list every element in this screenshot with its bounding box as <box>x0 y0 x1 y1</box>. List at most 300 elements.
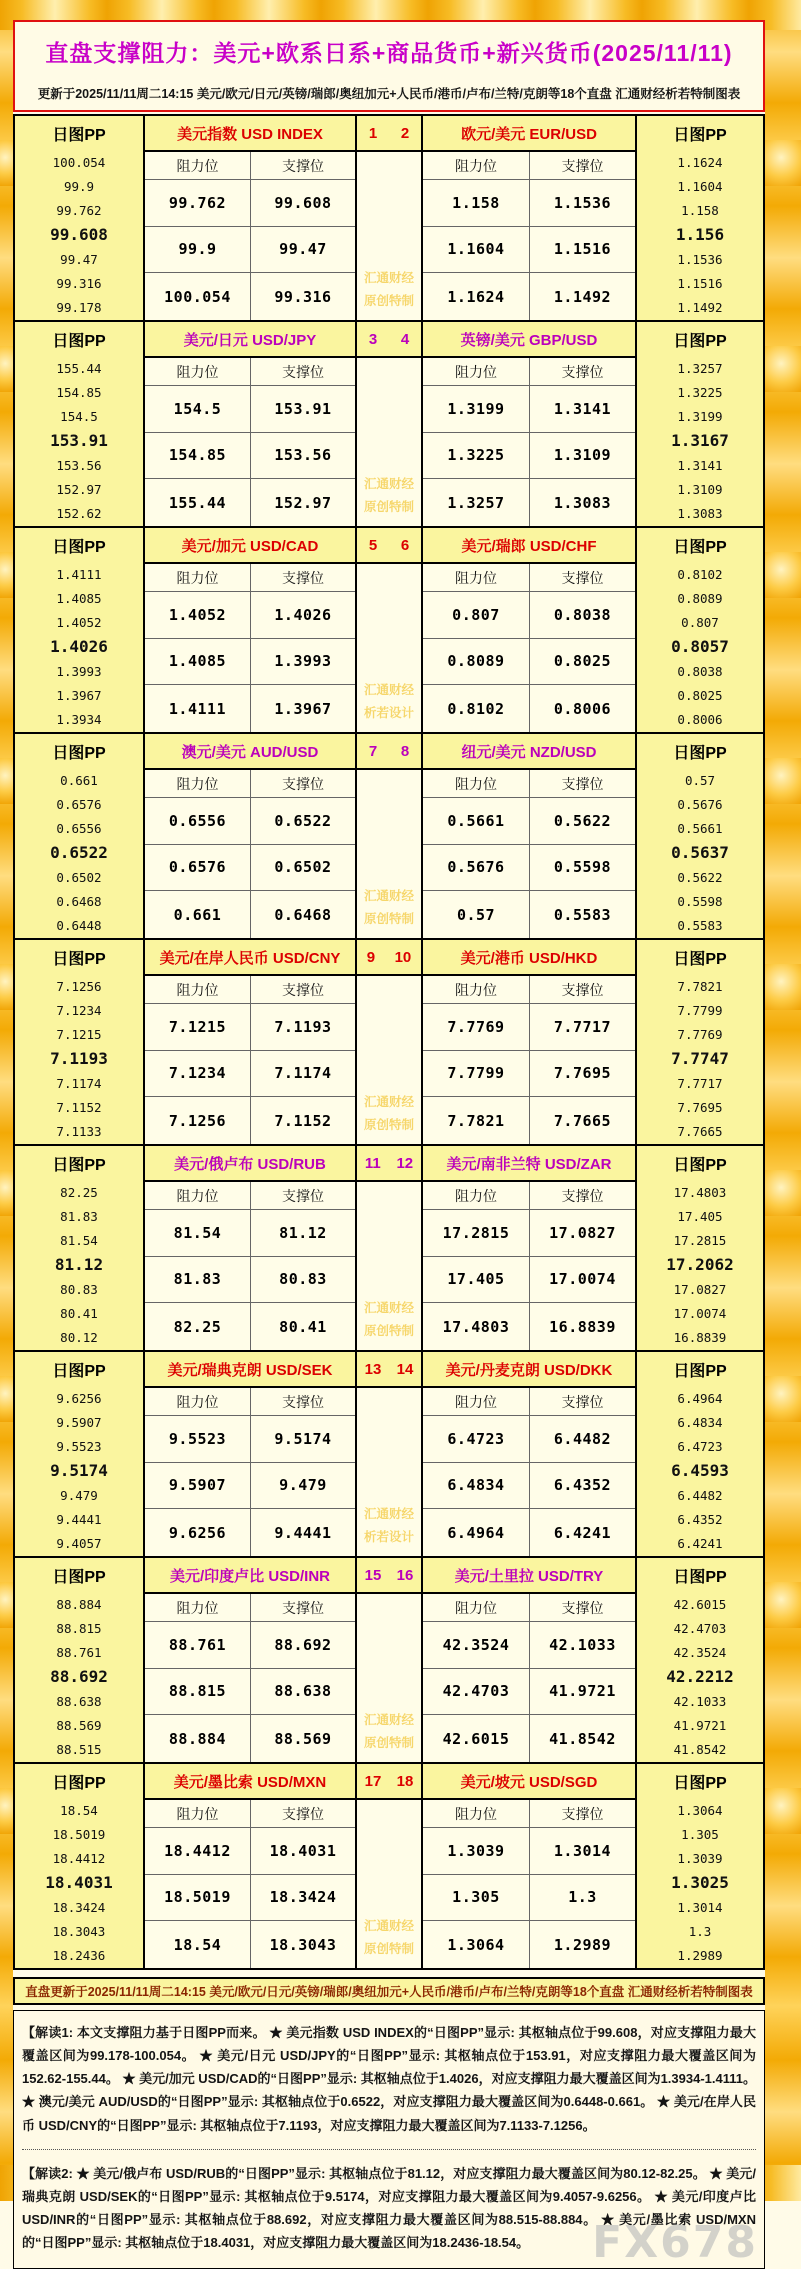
page-title: 直盘支撑阻力：美元+欧系日系+商品货币+新兴货币(2025/11/11) <box>45 40 733 66</box>
pp-value: 0.8025 <box>677 688 723 704</box>
resistance-value: 0.6576 <box>145 845 250 892</box>
pp-value: 1.1492 <box>677 300 723 316</box>
brand-watermark-line1: 汇通财经 <box>363 682 414 697</box>
pp-pivot-value: 1.3025 <box>671 1873 729 1893</box>
pp-value: 99.316 <box>56 276 102 292</box>
brand-watermark-line1: 汇通财经 <box>363 1094 414 1109</box>
pair-title: 美元/南非兰特 USD/ZAR <box>423 1146 635 1182</box>
pp-column-right <box>635 1558 763 1762</box>
pp-pivot-value: 0.5637 <box>671 843 729 863</box>
pair-numbers <box>357 1558 421 1594</box>
support-header: 支撑位 <box>529 1182 635 1210</box>
pp-header: 日图PP <box>673 1156 727 1174</box>
center-body <box>357 1800 421 1968</box>
resistance-value: 42.3524 <box>423 1622 529 1669</box>
resistance-support-grid <box>145 152 355 320</box>
resistance-value: 0.661 <box>173 905 222 924</box>
resistance-value: 1.4085 <box>145 639 250 686</box>
support-value: 42.1033 <box>529 1622 635 1669</box>
pair-numbers <box>357 940 421 976</box>
pp-value: 0.8006 <box>677 712 723 728</box>
pp-value: 1.3083 <box>677 506 723 522</box>
center-body <box>357 358 421 526</box>
support-value: 80.83 <box>250 1257 355 1304</box>
pp-value: 9.479 <box>60 1487 98 1503</box>
support-header: 支撑位 <box>250 1800 355 1828</box>
brand-watermark-line1: 汇通财经 <box>363 476 414 491</box>
pp-value: 152.97 <box>56 482 102 498</box>
pp-value: 9.6256 <box>56 1390 102 1406</box>
pp-value: 41.8542 <box>673 1742 727 1758</box>
resistance-value: 99.9 <box>145 227 250 274</box>
pp-header: 日图PP <box>673 538 727 556</box>
pp-column-left <box>15 1764 145 1968</box>
pp-header: 日图PP <box>52 126 106 144</box>
pair-number-left: 9 <box>366 948 376 966</box>
support-value: 1.3083 <box>529 479 635 526</box>
brand-watermark <box>357 679 421 727</box>
resistance-header: 阻力位 <box>423 1800 529 1828</box>
pp-value: 18.3043 <box>52 1924 106 1940</box>
pp-value: 0.6502 <box>56 869 102 885</box>
support-value: 0.8038 <box>529 592 635 639</box>
pp-value: 1.3199 <box>677 409 723 425</box>
pp-column-right <box>635 322 763 526</box>
pp-header: 日图PP <box>673 744 727 762</box>
resistance-value: 81.54 <box>145 1210 250 1257</box>
support-value: 6.4241 <box>529 1509 635 1556</box>
pp-pivot-value: 17.2062 <box>666 1255 734 1275</box>
header-box <box>13 20 765 112</box>
pair-number-left: 11 <box>364 1154 381 1172</box>
brand-watermark-line2: 原创特制 <box>363 500 414 515</box>
pp-value: 41.9721 <box>673 1718 727 1734</box>
pp-header: 日图PP <box>52 744 106 762</box>
pp-value: 0.807 <box>681 615 719 631</box>
support-header: 支撑位 <box>250 1182 355 1210</box>
pair-table-right <box>423 322 635 526</box>
pp-value: 0.6448 <box>56 918 102 934</box>
pp-header: 日图PP <box>52 1362 106 1380</box>
resistance-value: 17.4803 <box>442 1317 510 1336</box>
brand-watermark-line1: 汇通财经 <box>363 270 414 285</box>
resistance-support-grid <box>145 564 355 732</box>
support-value: 1.3 <box>529 1875 635 1922</box>
resistance-value: 9.5523 <box>145 1416 250 1463</box>
pp-value: 6.4482 <box>677 1487 723 1503</box>
resistance-value: 1.4052 <box>145 592 250 639</box>
pp-column-right <box>635 1146 763 1350</box>
fx678-watermark: FX678 <box>592 2217 758 2269</box>
support-value: 7.1152 <box>250 1097 355 1144</box>
pp-pivot-value: 1.3167 <box>671 431 729 451</box>
pp-value: 42.4703 <box>673 1620 727 1636</box>
support-header: 支撑位 <box>529 1594 635 1622</box>
center-body <box>357 1388 421 1556</box>
pair-numbers <box>357 1352 421 1388</box>
pp-value: 7.1174 <box>56 1075 102 1091</box>
pp-pivot-value: 153.91 <box>50 431 108 451</box>
support-value: 7.7695 <box>529 1051 635 1098</box>
center-column <box>355 322 423 526</box>
support-value: 18.3043 <box>250 1921 355 1968</box>
resistance-header: 阻力位 <box>423 976 529 1004</box>
pp-value: 99.9 <box>63 178 95 194</box>
pp-value: 1.305 <box>681 1826 719 1842</box>
pp-value: 18.54 <box>60 1802 98 1818</box>
pp-column-right <box>635 1352 763 1556</box>
resistance-value: 1.158 <box>423 180 529 227</box>
pair-number-left: 5 <box>368 536 378 554</box>
pp-value: 7.1215 <box>56 1027 102 1043</box>
support-value: 1.3967 <box>250 685 355 732</box>
resistance-value: 18.5019 <box>145 1875 250 1922</box>
pp-value: 1.3141 <box>677 457 723 473</box>
pair-table-left <box>145 940 355 1144</box>
support-value: 0.6502 <box>250 845 355 892</box>
resistance-value: 42.6015 <box>442 1729 510 1748</box>
pp-value: 42.3524 <box>673 1645 727 1661</box>
currency-block <box>13 526 765 734</box>
pp-value: 99.47 <box>60 251 98 267</box>
resistance-value: 155.44 <box>168 493 227 512</box>
pp-value: 7.1256 <box>56 978 102 994</box>
support-value: 0.5622 <box>529 798 635 845</box>
resistance-value: 1.4111 <box>168 699 227 718</box>
pp-column-left <box>15 1352 145 1556</box>
pair-number-left: 15 <box>364 1566 382 1584</box>
pp-value: 88.761 <box>56 1645 102 1661</box>
brand-watermark <box>357 1297 421 1345</box>
support-value: 17.0074 <box>529 1257 635 1304</box>
pp-value: 6.4964 <box>677 1390 723 1406</box>
support-value: 9.5174 <box>250 1416 355 1463</box>
resistance-support-grid <box>145 1594 355 1762</box>
support-header: 支撑位 <box>250 1594 355 1622</box>
pp-value: 0.6576 <box>56 796 102 812</box>
pair-numbers <box>357 1146 421 1182</box>
resistance-support-grid <box>423 976 635 1144</box>
support-value: 0.5598 <box>529 845 635 892</box>
pair-title: 纽元/美元 NZD/USD <box>423 734 635 770</box>
currency-block <box>13 114 765 322</box>
pp-value: 1.3014 <box>677 1899 723 1915</box>
pp-value: 88.884 <box>56 1596 102 1612</box>
resistance-header: 阻力位 <box>145 1594 250 1622</box>
resistance-header: 阻力位 <box>423 770 529 798</box>
pp-value: 6.4834 <box>677 1414 723 1430</box>
pair-numbers <box>357 734 421 770</box>
resistance-header: 阻力位 <box>423 564 529 592</box>
pair-title: 欧元/美元 EUR/USD <box>423 116 635 152</box>
pair-number-right: 18 <box>396 1772 414 1790</box>
support-value: 153.91 <box>250 386 355 433</box>
pp-pivot-value: 7.1193 <box>50 1049 108 1069</box>
brand-watermark-line2: 原创特制 <box>363 1736 414 1751</box>
support-value: 7.1174 <box>250 1051 355 1098</box>
center-body <box>357 770 421 938</box>
resistance-header: 阻力位 <box>145 1182 250 1210</box>
resistance-value: 0.57 <box>456 905 496 924</box>
pp-value: 7.7665 <box>677 1124 723 1140</box>
pp-header: 日图PP <box>52 1774 106 1792</box>
pair-table-right <box>423 1146 635 1350</box>
pp-pivot-value: 88.692 <box>50 1667 108 1687</box>
pp-header: 日图PP <box>673 126 727 144</box>
pair-numbers <box>357 322 421 358</box>
support-value: 1.3141 <box>529 386 635 433</box>
support-header: 支撑位 <box>250 1388 355 1416</box>
pp-value: 7.1133 <box>56 1124 102 1140</box>
resistance-support-grid <box>423 152 635 320</box>
pp-value: 42.6015 <box>673 1596 727 1612</box>
resistance-value: 1.3257 <box>447 493 505 512</box>
pp-column-right <box>635 734 763 938</box>
support-value: 9.479 <box>250 1463 355 1510</box>
resistance-header: 阻力位 <box>145 770 250 798</box>
resistance-value: 7.7821 <box>447 1111 505 1130</box>
pp-value: 1.2989 <box>677 1948 723 1964</box>
pp-pivot-value: 18.4031 <box>45 1873 113 1893</box>
center-body <box>357 152 421 320</box>
resistance-value: 0.8089 <box>423 639 529 686</box>
pp-pivot-value: 42.2212 <box>666 1667 734 1687</box>
pp-header: 日图PP <box>52 1156 106 1174</box>
pair-number-left: 1 <box>368 124 378 142</box>
support-value: 6.4482 <box>529 1416 635 1463</box>
pp-value: 0.8102 <box>677 566 723 582</box>
resistance-value: 17.2815 <box>423 1210 529 1257</box>
currency-block <box>13 732 765 940</box>
pp-value: 153.56 <box>56 457 102 473</box>
resistance-value: 18.4412 <box>145 1828 250 1875</box>
resistance-header: 阻力位 <box>423 358 529 386</box>
pair-title: 英镑/美元 GBP/USD <box>423 322 635 358</box>
support-value: 153.56 <box>250 433 355 480</box>
pair-number-right: 12 <box>396 1154 414 1172</box>
resistance-header: 阻力位 <box>145 358 250 386</box>
pair-title: 澳元/美元 AUD/USD <box>145 734 355 770</box>
support-value: 99.608 <box>250 180 355 227</box>
pp-column-right <box>635 528 763 732</box>
pp-value: 18.4412 <box>52 1851 106 1867</box>
pp-header: 日图PP <box>52 332 106 350</box>
support-header: 支撑位 <box>250 564 355 592</box>
pp-value: 7.7799 <box>677 1002 723 1018</box>
pp-column-right <box>635 116 763 320</box>
pair-table-left <box>145 1352 355 1556</box>
support-header: 支撑位 <box>529 1800 635 1828</box>
pp-header: 日图PP <box>52 950 106 968</box>
brand-watermark <box>357 1709 421 1757</box>
pp-column-left <box>15 322 145 526</box>
pair-number-right: 16 <box>396 1566 414 1584</box>
resistance-header: 阻力位 <box>423 1388 529 1416</box>
support-value: 88.638 <box>250 1669 355 1716</box>
support-value: 6.4352 <box>529 1463 635 1510</box>
support-value: 18.4031 <box>250 1828 355 1875</box>
brand-watermark <box>357 1091 421 1139</box>
support-value: 7.7665 <box>529 1097 635 1144</box>
resistance-value: 7.1234 <box>145 1051 250 1098</box>
center-column <box>355 1352 423 1556</box>
support-value: 1.1492 <box>529 273 635 320</box>
support-value: 0.8025 <box>529 639 635 686</box>
support-value: 1.2989 <box>529 1921 635 1968</box>
pair-table-right <box>423 734 635 938</box>
pair-title: 美元/土里拉 USD/TRY <box>423 1558 635 1594</box>
pp-value: 80.83 <box>60 1281 98 1297</box>
support-value: 0.5583 <box>529 891 635 938</box>
resistance-value: 7.7769 <box>423 1004 529 1051</box>
resistance-header: 阻力位 <box>145 564 250 592</box>
pp-value: 99.178 <box>56 300 102 316</box>
brand-watermark-line1: 汇通财经 <box>363 888 414 903</box>
resistance-value: 17.405 <box>423 1257 529 1304</box>
support-header: 支撑位 <box>529 976 635 1004</box>
pair-number-right: 4 <box>400 330 410 348</box>
support-header: 支撑位 <box>529 564 635 592</box>
resistance-header: 阻力位 <box>145 976 250 1004</box>
center-body <box>357 1594 421 1762</box>
pp-header: 日图PP <box>673 950 727 968</box>
pair-number-right: 10 <box>394 948 412 966</box>
pp-value: 17.2815 <box>673 1233 727 1249</box>
resistance-value: 154.5 <box>145 386 250 433</box>
notes-divider <box>22 2149 756 2150</box>
resistance-support-grid <box>145 358 355 526</box>
brand-watermark-line2: 析若设计 <box>363 706 414 721</box>
pp-value: 42.1033 <box>673 1693 727 1709</box>
currency-block <box>13 1144 765 1352</box>
pp-pivot-value: 9.5174 <box>50 1461 108 1481</box>
resistance-header: 阻力位 <box>423 1594 529 1622</box>
brand-watermark-line1: 汇通财经 <box>363 1712 414 1727</box>
support-value: 0.8006 <box>529 685 635 732</box>
support-header: 支撑位 <box>529 1388 635 1416</box>
support-value: 1.4026 <box>250 592 355 639</box>
pp-value: 16.8839 <box>673 1330 727 1346</box>
pp-value: 7.7695 <box>677 1100 723 1116</box>
support-value: 0.6468 <box>250 891 355 938</box>
pp-pivot-value: 7.7747 <box>671 1049 729 1069</box>
pp-pivot-value: 1.4026 <box>50 637 108 657</box>
pp-value: 1.4111 <box>56 566 102 582</box>
pp-value: 154.5 <box>60 409 98 425</box>
resistance-value: 0.807 <box>423 592 529 639</box>
pp-value: 88.569 <box>56 1718 102 1734</box>
pair-numbers <box>357 528 421 564</box>
pp-value: 17.405 <box>677 1208 723 1224</box>
resistance-support-grid <box>423 358 635 526</box>
support-header: 支撑位 <box>529 152 635 180</box>
brand-watermark-line2: 原创特制 <box>363 1118 414 1133</box>
pp-column-right <box>635 940 763 1144</box>
pair-title: 美元/丹麦克朗 USD/DKK <box>423 1352 635 1388</box>
pp-value: 0.57 <box>684 772 716 788</box>
support-value: 18.3424 <box>250 1875 355 1922</box>
pp-value: 7.1234 <box>56 1002 102 1018</box>
pp-value: 0.6468 <box>56 894 102 910</box>
brand-watermark-line1: 汇通财经 <box>363 1300 414 1315</box>
pair-table-right <box>423 1764 635 1968</box>
support-value: 1.1516 <box>529 227 635 274</box>
pp-pivot-value: 99.608 <box>50 225 108 245</box>
pair-number-right: 14 <box>396 1360 414 1378</box>
support-value: 1.3109 <box>529 433 635 480</box>
pp-value: 7.7821 <box>677 978 723 994</box>
pp-value: 154.85 <box>56 384 102 400</box>
pp-column-left <box>15 940 145 1144</box>
pp-value: 82.25 <box>60 1184 98 1200</box>
notes-box <box>13 2010 765 2269</box>
center-column <box>355 528 423 732</box>
resistance-support-grid <box>423 770 635 938</box>
resistance-value: 88.884 <box>168 1729 227 1748</box>
pp-pivot-value: 81.12 <box>54 1255 104 1275</box>
pp-value: 17.0074 <box>673 1306 727 1322</box>
resistance-value: 9.5907 <box>145 1463 250 1510</box>
content-panel <box>13 20 765 2269</box>
resistance-value: 18.54 <box>173 1935 222 1954</box>
brand-watermark <box>357 267 421 315</box>
pair-table-right <box>423 1352 635 1556</box>
resistance-value: 1.1624 <box>447 287 505 306</box>
support-value: 7.1193 <box>250 1004 355 1051</box>
pp-value: 1.1604 <box>677 178 723 194</box>
center-column <box>355 1558 423 1762</box>
pp-value: 81.83 <box>60 1208 98 1224</box>
gold-frame-left <box>0 0 13 2201</box>
pp-value: 0.5676 <box>677 796 723 812</box>
pair-table-left <box>145 528 355 732</box>
support-value: 99.47 <box>250 227 355 274</box>
resistance-value: 0.8102 <box>447 699 505 718</box>
pp-pivot-value: 6.4593 <box>671 1461 729 1481</box>
pp-value: 18.5019 <box>52 1826 106 1842</box>
pp-value: 99.762 <box>56 203 102 219</box>
resistance-support-grid <box>145 1182 355 1350</box>
pp-value: 1.3993 <box>56 663 102 679</box>
support-value: 80.41 <box>250 1303 355 1350</box>
pp-value: 81.54 <box>60 1233 98 1249</box>
pair-title: 美元/在岸人民币 USD/CNY <box>145 940 355 976</box>
pp-header: 日图PP <box>52 1568 106 1586</box>
pp-value: 100.054 <box>52 154 106 170</box>
gold-frame-right <box>765 0 801 2201</box>
pair-number-right: 6 <box>400 536 410 554</box>
resistance-support-grid <box>145 1388 355 1556</box>
center-column <box>355 734 423 938</box>
currency-block <box>13 1350 765 1558</box>
pair-table-left <box>145 734 355 938</box>
pp-value: 9.4057 <box>56 1536 102 1552</box>
resistance-value: 1.3225 <box>423 433 529 480</box>
resistance-value: 1.305 <box>423 1875 529 1922</box>
pair-title: 美元/港币 USD/HKD <box>423 940 635 976</box>
pp-value: 1.3257 <box>677 360 723 376</box>
resistance-value: 42.4703 <box>423 1669 529 1716</box>
resistance-value: 81.83 <box>145 1257 250 1304</box>
pp-value: 17.4803 <box>673 1184 727 1200</box>
pp-value: 80.12 <box>60 1330 98 1346</box>
resistance-header: 阻力位 <box>145 152 250 180</box>
resistance-support-grid <box>423 1388 635 1556</box>
pp-value: 6.4723 <box>677 1439 723 1455</box>
support-header: 支撑位 <box>529 358 635 386</box>
pair-title: 美元/坡元 USD/SGD <box>423 1764 635 1800</box>
pp-value: 0.5583 <box>677 918 723 934</box>
